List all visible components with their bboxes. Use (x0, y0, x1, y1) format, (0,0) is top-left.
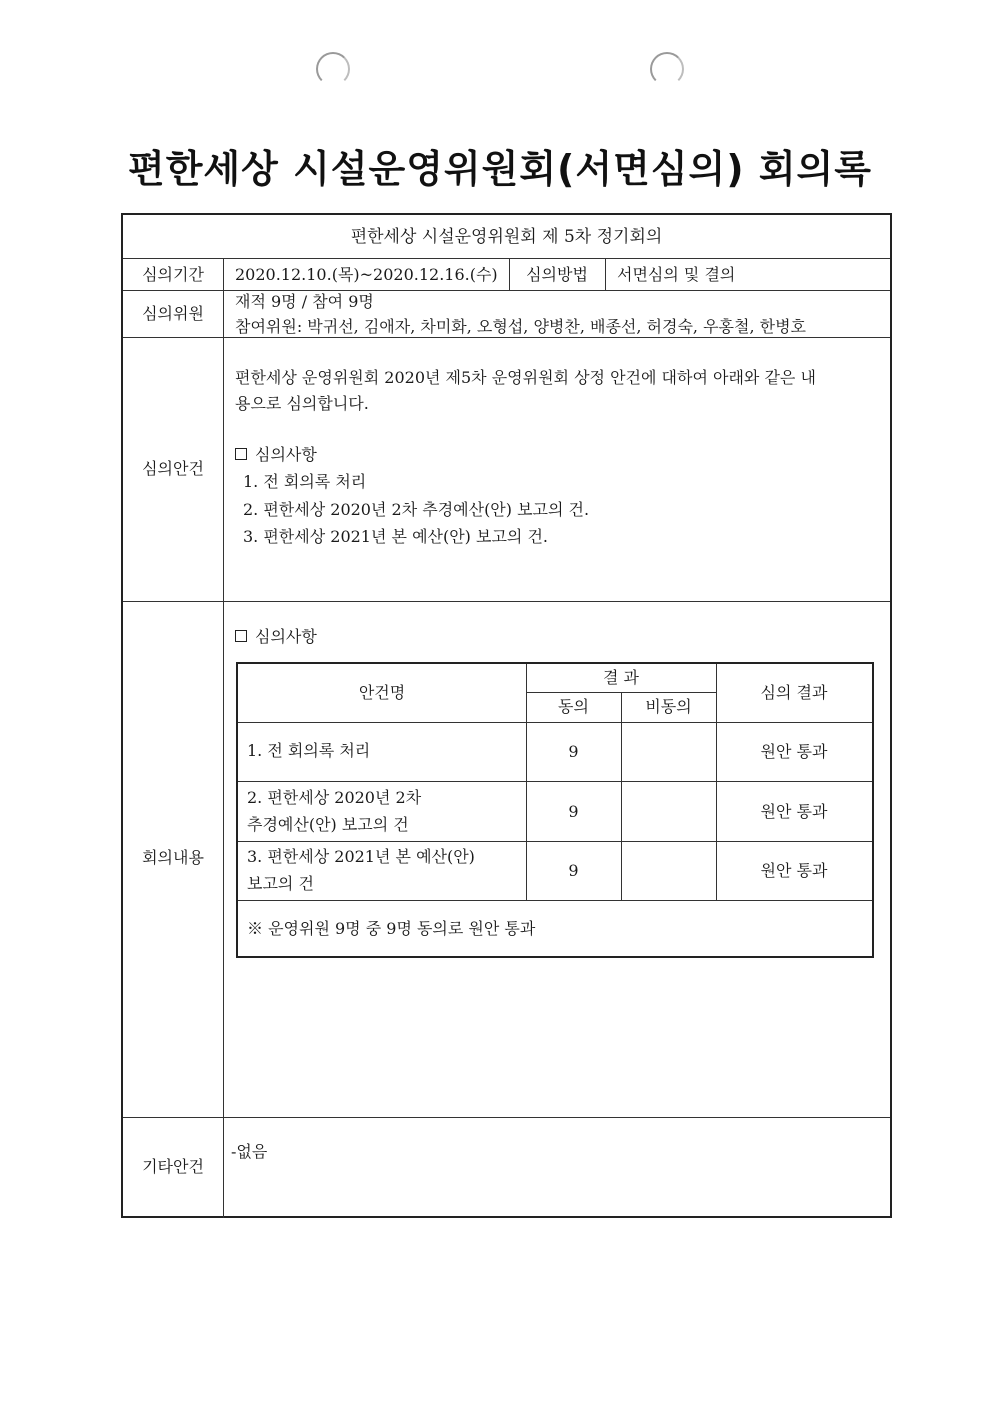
other-value: -없음 (231, 1142, 268, 1161)
table-row-agree: 9 (568, 742, 579, 761)
method-label: 심의방법 (526, 265, 588, 284)
table-divider (238, 900, 872, 901)
row-divider (123, 601, 890, 602)
col-header-result: 결 과 (603, 668, 639, 687)
agenda-item: 2. 편한세상 2020년 2차 추경예산(안) 보고의 건. (243, 500, 590, 519)
col-header-agree: 동의 (558, 697, 589, 716)
members-label: 심의위원 (142, 304, 204, 323)
table-divider (238, 841, 872, 842)
row-divider (123, 290, 890, 291)
col-header-disagree: 비동의 (645, 697, 692, 716)
label-column-divider (223, 258, 224, 1218)
table-row-agree: 9 (568, 802, 579, 821)
row-divider (123, 337, 890, 338)
agenda-item: 1. 전 회의록 처리 (243, 472, 367, 491)
period-label: 심의기간 (142, 265, 204, 284)
checkbox-square-icon (235, 630, 247, 642)
table-divider (621, 692, 622, 900)
table-row-agree: 9 (568, 861, 579, 880)
minutes-heading-text: 심의사항 (255, 627, 317, 646)
table-divider (238, 781, 872, 782)
agenda-intro-line1: 편한세상 운영위원회 2020년 제5차 운영위원회 상정 안건에 대하여 아래와 같은 내 (235, 368, 816, 387)
table-row-name: 2. 편한세상 2020년 2차 (247, 788, 422, 807)
period-divider (605, 258, 606, 290)
minutes-label: 회의내용 (142, 848, 204, 867)
other-label: 기타안건 (142, 1157, 204, 1176)
members-list: 참여위원: 박귀선, 김애자, 차미화, 오형섭, 양병찬, 배종선, 허경숙, 우홍철, 한병호 (235, 317, 806, 336)
table-note: ※ 운영위원 9명 중 9명 동의로 원안 통과 (247, 919, 536, 938)
agenda-label: 심의안건 (142, 459, 204, 478)
table-row-name-cont: 보고의 건 (247, 874, 314, 893)
row-divider (123, 1117, 890, 1118)
members-count: 재적 9명 / 참여 9명 (235, 292, 374, 311)
agenda-heading-text: 심의사항 (255, 445, 317, 464)
results-table (236, 662, 874, 958)
table-row-decision: 원안 통과 (760, 861, 828, 880)
row-divider (123, 258, 890, 259)
col-header-decision: 심의 결과 (760, 683, 828, 702)
agenda-item: 3. 편한세상 2021년 본 예산(안) 보고의 건. (243, 527, 548, 546)
punch-hole-right (650, 52, 684, 86)
agenda-intro-line2: 용으로 심의합니다. (235, 394, 369, 413)
table-divider (238, 722, 872, 723)
minutes-form (121, 213, 892, 1218)
table-row-name: 3. 편한세상 2021년 본 예산(안) (247, 847, 475, 866)
table-row-name-cont: 추경예산(안) 보고의 건 (247, 815, 409, 834)
minutes-heading (235, 629, 317, 645)
table-row-decision: 원안 통과 (760, 742, 828, 761)
punch-hole-left (316, 52, 350, 86)
table-row-name: 1. 전 회의록 처리 (247, 741, 371, 760)
agenda-heading (235, 447, 317, 463)
method-value: 서면심의 및 결의 (617, 265, 736, 284)
period-value: 2020.12.10.(목)~2020.12.16.(수) (235, 265, 498, 284)
meeting-header: 편한세상 시설운영위원회 제 5차 정기회의 (350, 227, 663, 247)
document-title: 편한세상 시설운영위원회(서면심의) 회의록 (128, 147, 872, 191)
col-header-item: 안건명 (358, 683, 406, 702)
table-row-decision: 원안 통과 (760, 802, 828, 821)
checkbox-square-icon (235, 448, 247, 460)
